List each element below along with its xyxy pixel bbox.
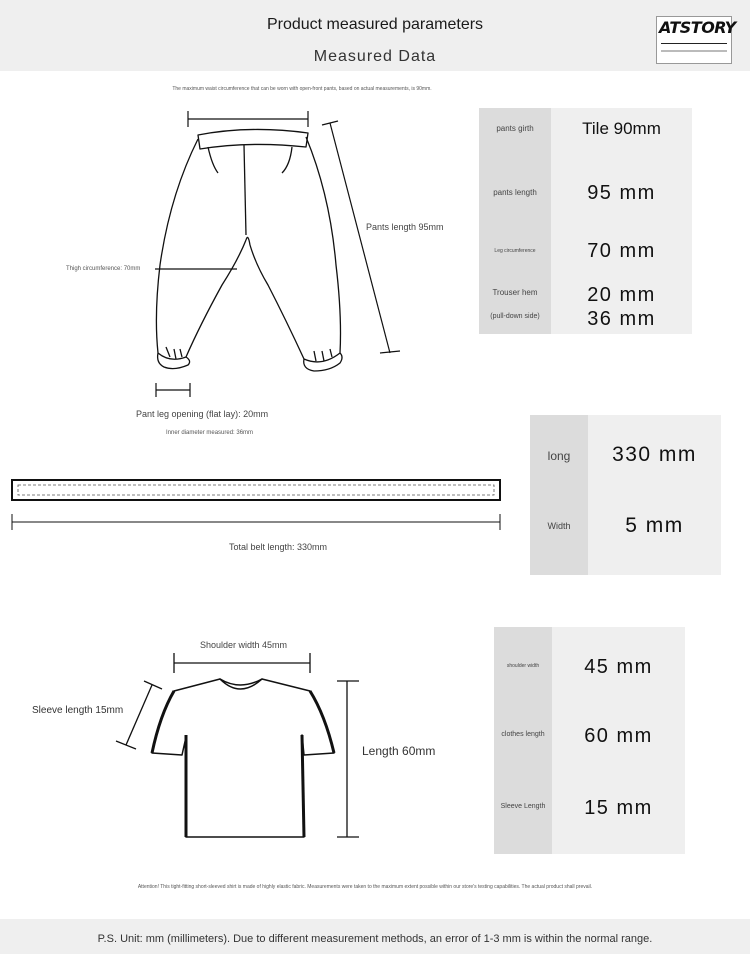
pants-length-table-label: pants length [493, 188, 537, 197]
pant-opening-label: Pant leg opening (flat lay): 20mm [136, 409, 269, 419]
belt-diagram [0, 470, 510, 540]
shirt-table [494, 627, 685, 854]
trouser-hem-value: 20 mm [587, 284, 656, 306]
shirt-sleeve-label: Sleeve Length [500, 803, 546, 810]
pants-length-value: 95 mm [587, 182, 656, 204]
pants-row-length [479, 170, 692, 210]
belt-width-label: Width [547, 521, 571, 531]
shirt-sleeve-value: 15 mm [584, 797, 653, 819]
trouser-hem-label: Trouser hem [492, 288, 538, 297]
attention-note: Attention! This tight-fitting short-sleeved shirt is made of highly elastic fabric. Measurements were taken to the maximum extent possible within our store's testing capabilities. The actual product shall prevail. [137, 884, 593, 890]
shirt-row-length [494, 703, 685, 775]
pants-girth-label: pants girth [496, 124, 534, 133]
page-subtitle: Measured Data [313, 48, 437, 65]
page-title: Product measured parameters [266, 16, 484, 33]
pants-row-pulldown [479, 308, 692, 332]
brand-logo [656, 16, 736, 64]
shirt-row-sleeve [494, 775, 685, 854]
pull-down-side-value: 36 mm [587, 308, 656, 330]
shirt-length-label: Length 60mm [362, 744, 436, 758]
shoulder-width-label: Shoulder width 45mm [200, 640, 288, 650]
logo-fineprint [661, 50, 727, 52]
belt-row-long [530, 415, 721, 495]
pants-top-note: The maximum waist circumference that can be worn with open-front pants, based on actual measurements, is 90mm. [172, 86, 432, 92]
pants-table [479, 108, 692, 334]
shirt-row-shoulder [494, 627, 685, 703]
shirt-shoulder-label: shoulder width [506, 663, 540, 669]
shirt-diagram [100, 645, 380, 845]
shirt-length-value: 60 mm [584, 725, 653, 747]
belt-width-value: 5 mm [625, 514, 684, 537]
pants-girth-value: Tile 90mm [582, 119, 661, 138]
leg-circumference-label: Leg circumference [494, 248, 536, 254]
shirt-shoulder-value: 45 mm [584, 656, 653, 678]
belt-long-value: 330 mm [612, 443, 697, 466]
thigh-label: Thigh circumference: 70mm [66, 266, 141, 272]
belt-total-label: Total belt length: 330mm [228, 542, 328, 552]
pants-length-label: Pants length 95mm [366, 222, 444, 232]
pants-row-hem [479, 282, 692, 306]
footer-note: P.S. Unit: mm (millimeters). Due to different measurement methods, an error of 1-3 mm is within the normal range. [97, 933, 653, 945]
inner-diameter-label: Inner diameter measured: 36mm [166, 430, 254, 436]
pull-down-side-label: (pull-down side) [490, 313, 540, 320]
belt-row-width [530, 495, 721, 575]
brand-logo-text: ATSTORY [659, 18, 736, 37]
sleeve-length-label: Sleeve length 15mm [32, 705, 124, 716]
leg-circumference-value: 70 mm [587, 240, 656, 262]
belt-table [530, 415, 721, 575]
pants-row-leg [479, 230, 692, 270]
belt-long-label: long [547, 449, 571, 463]
pants-row-girth [479, 108, 692, 148]
logo-divider [661, 43, 727, 44]
shirt-length-table-label: clothes length [501, 731, 545, 738]
